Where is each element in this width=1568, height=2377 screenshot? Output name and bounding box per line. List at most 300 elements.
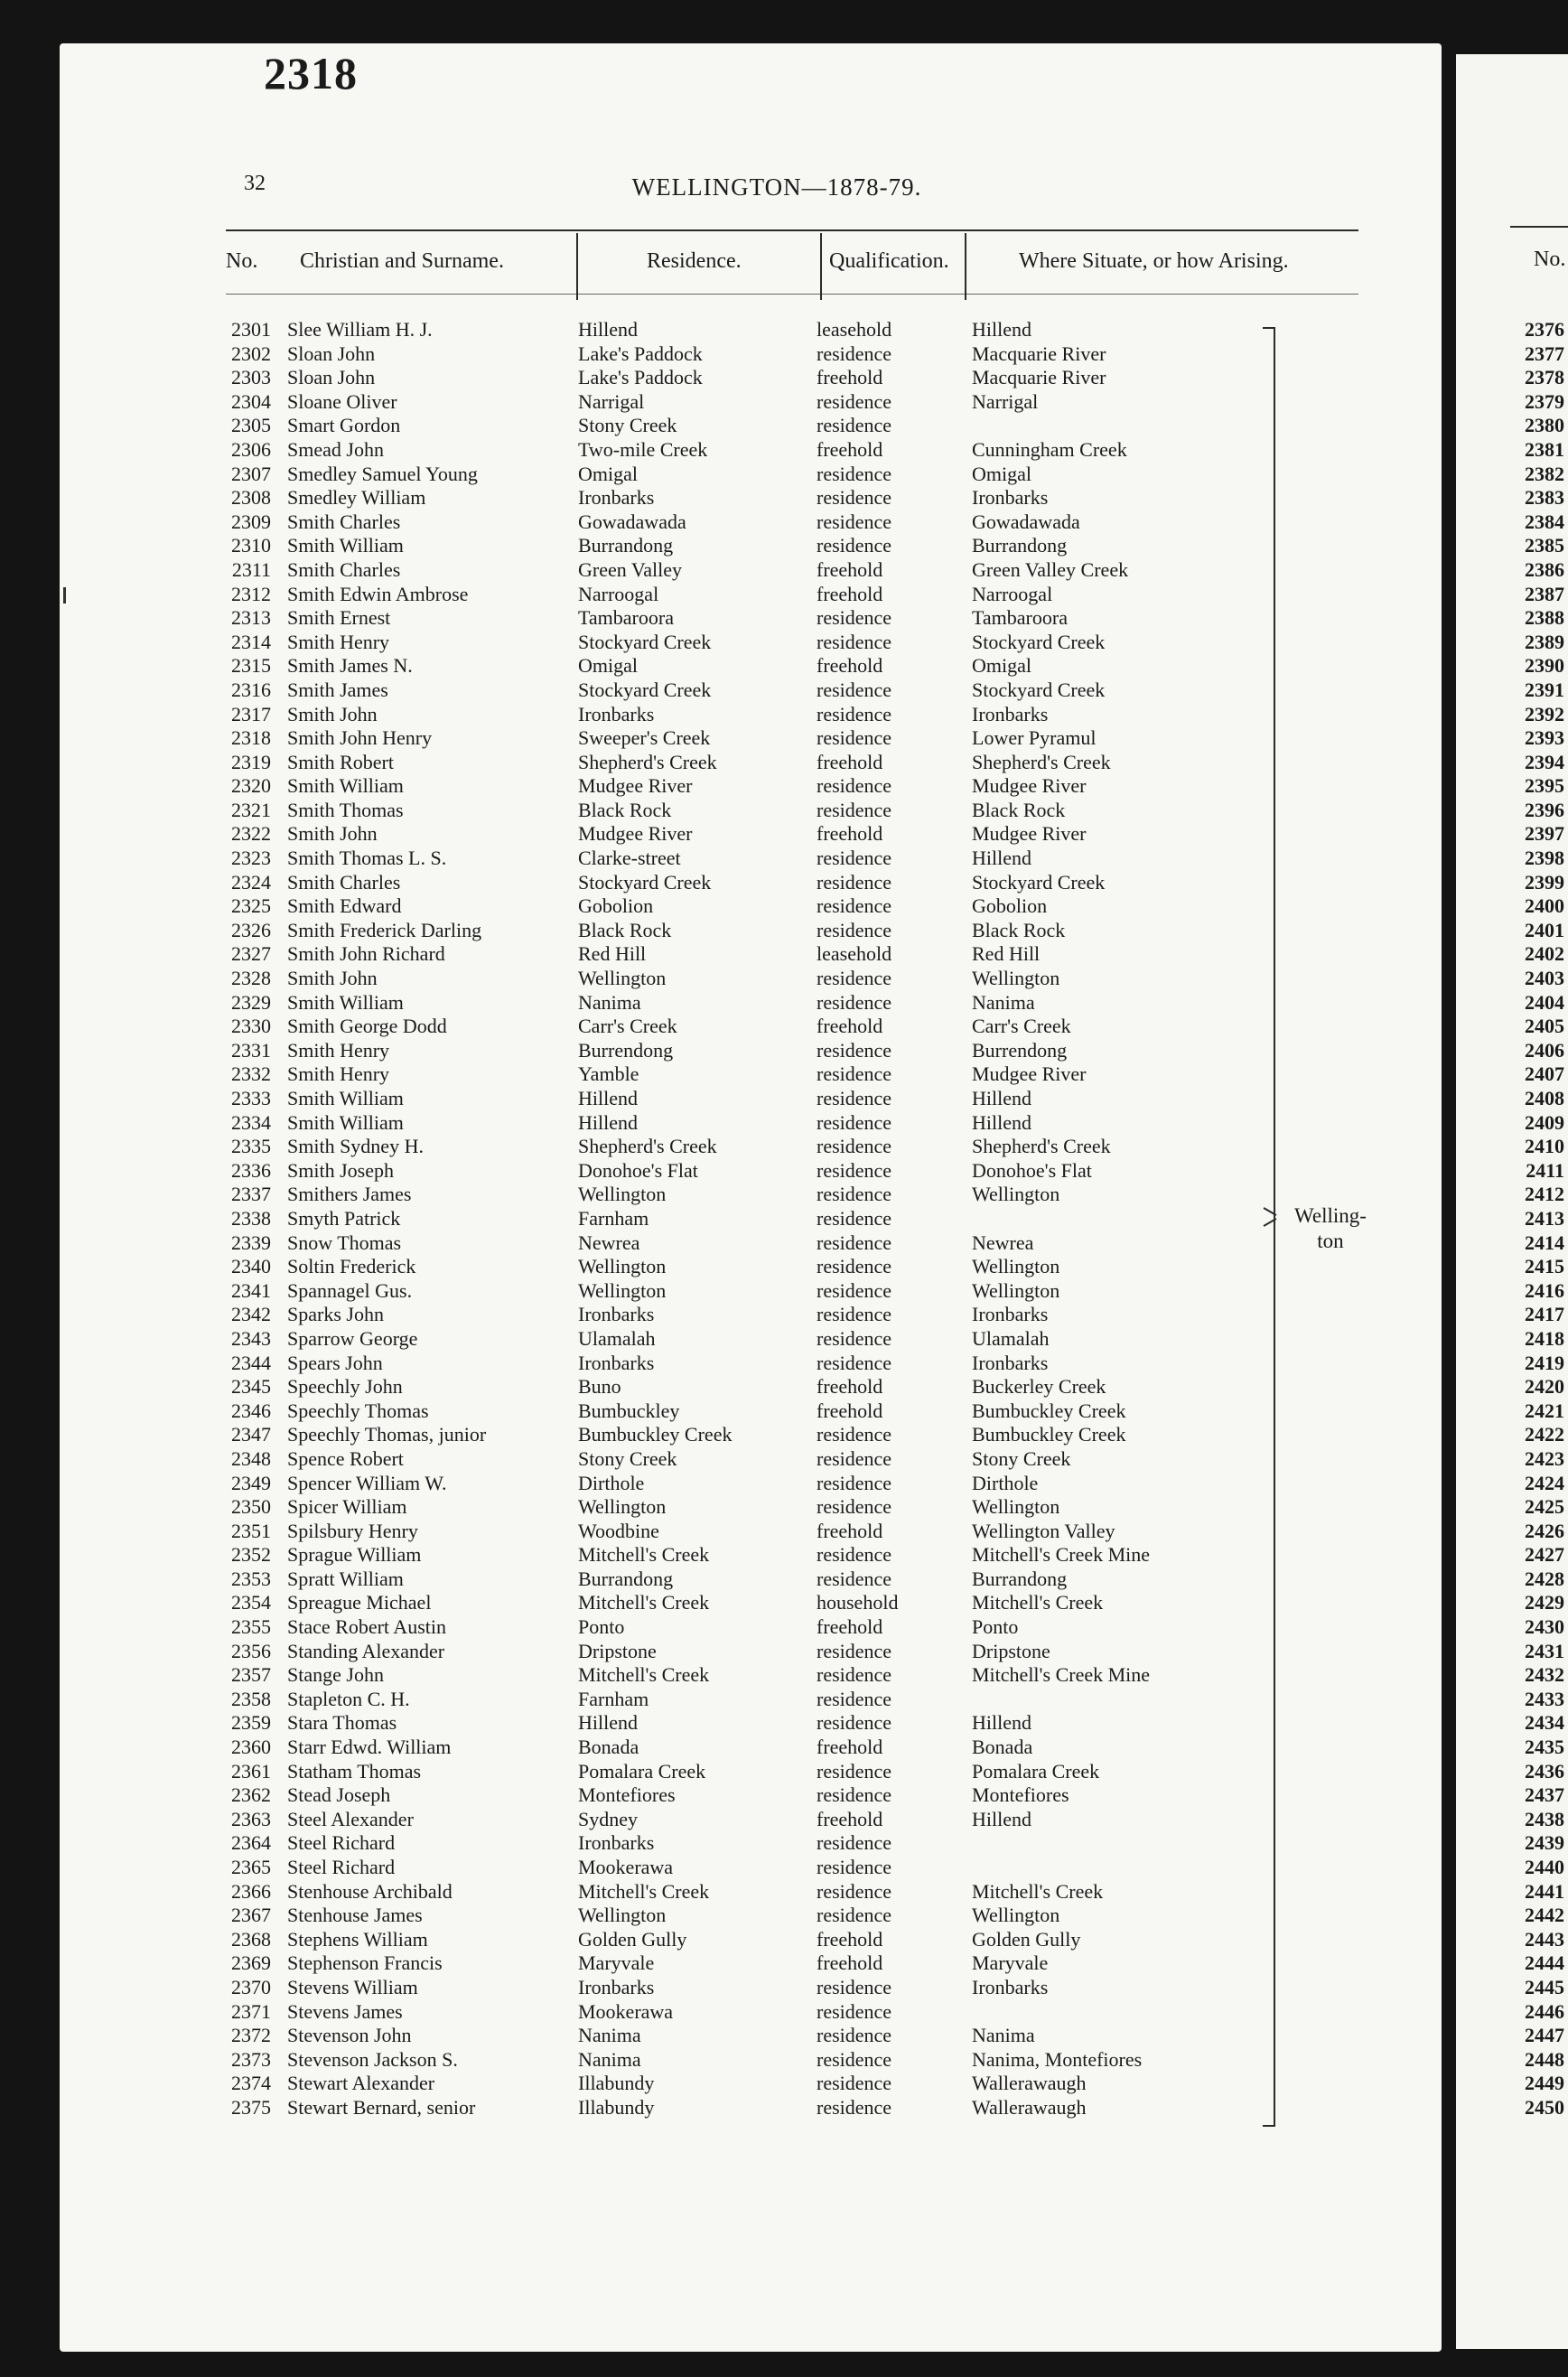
entry-name: Spreague Michael [287,1591,432,1614]
entry-where-situate: Shepherd's Creek [972,750,1111,773]
entry-where-situate: Nanima [972,990,1035,1014]
entry-name: Smith John [287,822,378,846]
entry-number: 2346 [231,1399,271,1422]
entry-number: 2328 [231,967,271,990]
entry-residence: Green Valley [578,557,683,581]
entry-name: Smith William [287,534,404,557]
entry-where-situate: Nanima [972,2024,1035,2047]
entry-residence: Ironbarks [578,1831,655,1855]
list-item [0,1039,1568,1063]
entry-where-situate: Newrea [972,1231,1034,1254]
entry-where-situate: Mudgee River [972,774,1087,798]
entry-name: Smith Henry [287,1038,390,1062]
entry-name: Sparks John [287,1303,384,1326]
column-header-name: Christian and Surname. [300,249,504,273]
entry-qualification: residence [817,1856,892,1878]
entry-residence: Ironbarks [578,486,655,510]
entry-qualification: leasehold [817,942,892,966]
adjacent-entry-number: 2402 [1525,942,1564,966]
entry-number: 2358 [231,1687,271,1710]
entry-where-situate: Hillend [972,1807,1031,1830]
entry-name: Soltin Frederick [287,1255,416,1278]
entry-name: Spencer William W. [287,1471,447,1494]
entry-name: Smith Charles [287,557,401,581]
entry-name: Stead Joseph [287,1783,391,1807]
entry-residence: Pomalara Creek [578,1759,706,1783]
entry-where-situate: Wellington [972,1278,1060,1302]
entry-residence: Sweeper's Creek [578,726,711,750]
adjacent-entry-number: 2385 [1525,534,1564,557]
entry-where-situate: Donohoe's Flat [972,1158,1092,1182]
adjacent-entry-number: 2396 [1525,798,1564,821]
adjacent-entry-number: 2434 [1525,1711,1564,1735]
entry-qualification: leasehold [817,318,892,341]
entry-number: 2320 [231,774,271,798]
entry-qualification: household [817,1591,899,1614]
entry-name: Stange John [287,1663,384,1687]
list-item [0,2000,1568,2025]
entry-residence: Hillend [578,1110,638,1134]
district-label-line-2: ton [1317,1230,1344,1252]
entry-number: 2343 [231,1326,271,1350]
entry-residence: Ironbarks [578,1975,655,1998]
entry-residence: Ironbarks [578,1351,655,1374]
entry-residence: Narrigal [578,389,645,413]
adjacent-entry-number: 2428 [1525,1567,1564,1590]
entry-qualification: residence [817,1831,892,1855]
entry-qualification: residence [817,798,892,821]
adjacent-entry-number: 2438 [1525,1807,1564,1830]
list-item [0,751,1568,775]
entry-number: 2303 [231,366,271,389]
entry-number: 2329 [231,990,271,1014]
column-divider [820,233,822,300]
entry-qualification: residence [817,1303,892,1326]
entry-residence: Clarke-street [578,847,681,870]
list-item [0,1760,1568,1784]
list-item [0,1352,1568,1376]
entry-number: 2304 [231,389,271,413]
entry-name: Stewart Bernard, senior [287,2095,476,2119]
adjacent-entry-number: 2439 [1525,1831,1564,1855]
entry-number: 2309 [231,510,271,533]
entry-number: 2371 [231,1999,271,2023]
entry-qualification: residence [817,1423,892,1446]
entry-where-situate: Wellington [972,1495,1060,1519]
entry-qualification: freehold [817,1927,883,1951]
entry-name: Stephenson Francis [287,1951,443,1975]
adjacent-entry-number: 2387 [1525,582,1564,605]
entry-qualification: freehold [817,750,883,773]
entry-name: Smith Edwin Ambrose [287,582,469,605]
entry-number: 2312 [231,582,271,605]
entry-residence: Mitchell's Creek [578,1591,710,1614]
entry-residence: Stockyard Creek [578,630,712,653]
entry-qualification: residence [817,2072,892,2095]
entry-name: Stapleton C. H. [287,1687,410,1710]
entry-residence: Wellington [578,967,667,990]
entry-residence: Ponto [578,1615,625,1639]
entry-name: Smead John [287,437,384,461]
list-item [0,631,1568,655]
entry-where-situate: Ironbarks [972,702,1049,725]
entry-name: Stace Robert Austin [287,1615,446,1639]
entry-qualification: freehold [817,557,883,581]
entry-where-situate: Narrigal [972,389,1039,413]
adjacent-entry-number: 2445 [1525,1975,1564,1998]
list-item [0,1375,1568,1399]
entry-number: 2352 [231,1543,271,1567]
entry-residence: Ulamalah [578,1326,656,1350]
entry-name: Stevenson Jackson S. [287,2047,458,2071]
list-item [0,1736,1568,1760]
adjacent-entry-number: 2408 [1525,1087,1564,1109]
entry-residence: Donohoe's Flat [578,1158,698,1182]
entry-number: 2369 [231,1951,271,1975]
list-item [0,774,1568,799]
entry-residence: Hillend [578,318,638,341]
entry-qualification: residence [817,462,892,485]
entry-name: Steel Alexander [287,1807,414,1830]
entry-number: 2308 [231,486,271,510]
entry-name: Stevens William [287,1975,418,1998]
adjacent-entry-number: 2414 [1525,1231,1564,1254]
entry-qualification: freehold [817,654,883,678]
adjacent-entry-number: 2393 [1525,726,1564,750]
entry-where-situate: Buckerley Creek [972,1375,1106,1399]
entry-where-situate: Burrandong [972,534,1068,557]
entry-residence: Mudgee River [578,822,693,846]
entry-name: Starr Edwd. William [287,1736,452,1759]
entry-name: Smith George Dodd [287,1015,447,1038]
entry-where-situate: Red Hill [972,942,1041,966]
entry-name: Sprague William [287,1543,422,1567]
entry-residence: Farnham [578,1206,649,1230]
list-item [0,342,1568,367]
entry-name: Speechly John [287,1375,403,1399]
entry-where-situate: Lower Pyramul [972,726,1097,750]
entry-name: Sloane Oliver [287,389,397,413]
list-item [0,654,1568,678]
list-item [0,967,1568,991]
entry-name: Steel Richard [287,1831,396,1855]
entry-qualification: residence [817,1879,892,1903]
entry-number: 2362 [231,1783,271,1807]
entry-qualification: residence [817,1471,892,1494]
list-item [0,318,1568,342]
list-item [0,558,1568,583]
entry-residence: Wellington [578,1183,667,1206]
entry-where-situate: Wellington [972,1183,1060,1206]
entry-qualification: residence [817,847,892,870]
entry-qualification: residence [817,2095,892,2119]
entry-number: 2330 [231,1015,271,1038]
list-item [0,1520,1568,1544]
entry-qualification: residence [817,1904,892,1927]
entry-where-situate: Ironbarks [972,1303,1049,1326]
adjacent-entry-number: 2378 [1525,366,1564,389]
entry-residence: Hillend [578,1711,638,1735]
entry-name: Smith John [287,702,378,725]
entry-residence: Shepherd's Creek [578,750,717,773]
list-item [0,1255,1568,1279]
adjacent-entry-number: 2380 [1525,414,1564,437]
entry-number: 2345 [231,1375,271,1399]
entry-where-situate: Bumbuckley Creek [972,1423,1126,1446]
adjacent-entry-number: 2430 [1525,1615,1564,1639]
entry-number: 2324 [231,870,271,894]
adjacent-entry-number: 2383 [1525,486,1564,510]
entry-number: 2354 [231,1591,271,1614]
entry-name: Stephens William [287,1927,428,1951]
list-item [0,822,1568,847]
entry-number: 2364 [231,1831,271,1855]
entry-number: 2344 [231,1351,271,1374]
adjacent-entry-number: 2400 [1525,894,1564,918]
list-item [0,991,1568,1015]
entry-number: 2372 [231,2024,271,2047]
entry-residence: Black Rock [578,918,672,941]
entry-name: Speechly Thomas, junior [287,1423,487,1446]
adjacent-entry-number: 2401 [1525,918,1564,941]
entry-qualification: residence [817,1158,892,1182]
entry-number: 2338 [231,1206,271,1230]
entry-name: Spicer William [287,1495,407,1519]
entry-number: 2375 [231,2095,271,2119]
entry-number: 2357 [231,1663,271,1687]
adjacent-entry-number: 2384 [1525,510,1564,533]
entry-residence: Buno [578,1375,621,1399]
entry-where-situate: Shepherd's Creek [972,1135,1111,1158]
entry-residence: Shepherd's Creek [578,1135,717,1158]
entry-number: 2367 [231,1904,271,1927]
entry-name: Stara Thomas [287,1711,397,1735]
entry-residence: Wellington [578,1278,667,1302]
adjacent-entry-number: 2427 [1525,1543,1564,1567]
entry-number: 2335 [231,1135,271,1158]
folio-number: 2318 [264,48,358,98]
entry-where-situate: Gowadawada [972,510,1080,533]
entry-number: 2313 [231,606,271,630]
entry-where-situate: Pomalara Creek [972,1759,1100,1783]
entry-residence: Farnham [578,1687,649,1710]
entry-number: 2307 [231,462,271,485]
entry-number: 2332 [231,1062,271,1086]
entry-residence: Two-mile Creek [578,437,708,461]
entry-where-situate: Green Valley Creek [972,557,1129,581]
entry-name: Stenhouse James [287,1904,423,1927]
entry-residence: Black Rock [578,798,672,821]
adjacent-entry-number: 2417 [1525,1303,1564,1326]
column-divider [965,233,966,300]
entry-where-situate: Nanima, Montefiores [972,2047,1143,2071]
adjacent-entry-number: 2390 [1525,654,1564,678]
entry-residence: Golden Gully [578,1927,687,1951]
adjacent-page-rule [1510,226,1568,228]
adjacent-entry-number: 2433 [1525,1687,1564,1710]
entry-number: 2323 [231,847,271,870]
list-item [0,1880,1568,1904]
entry-qualification: residence [817,1087,892,1109]
list-item [0,726,1568,751]
adjacent-entry-number: 2379 [1525,389,1564,413]
list-item [0,1062,1568,1087]
entry-qualification: residence [817,1446,892,1470]
entry-qualification: residence [817,1759,892,1783]
entry-qualification: residence [817,1975,892,1998]
entry-residence: Dirthole [578,1471,645,1494]
entry-residence: Woodbine [578,1519,659,1542]
list-item [0,1711,1568,1736]
entry-where-situate: Bonada [972,1736,1033,1759]
adjacent-entry-number: 2423 [1525,1446,1564,1470]
entry-qualification: residence [817,1543,892,1567]
list-item [0,1688,1568,1712]
list-item [0,1423,1568,1447]
entry-name: Statham Thomas [287,1759,422,1783]
entry-qualification: residence [817,1135,892,1158]
entry-where-situate: Wellington Valley [972,1519,1115,1542]
entry-qualification: residence [817,726,892,750]
entry-name: Stenhouse Archibald [287,1879,453,1903]
entry-where-situate: Golden Gully [972,1927,1081,1951]
column-header-residence: Residence. [647,249,742,273]
entry-name: Smith Frederick Darling [287,918,482,941]
entry-number: 2337 [231,1183,271,1206]
entry-residence: Lake's Paddock [578,342,703,365]
list-item [0,2024,1568,2048]
entry-name: Speechly Thomas [287,1399,429,1422]
entry-number: 2351 [231,1519,271,1542]
adjacent-entry-number: 2436 [1525,1759,1564,1783]
entry-residence: Narroogal [578,582,659,605]
adjacent-entry-number: 2413 [1525,1206,1564,1230]
entry-number: 2319 [231,750,271,773]
entry-number: 2373 [231,2047,271,2071]
entry-residence: Mitchell's Creek [578,1543,710,1567]
list-item [0,703,1568,727]
entry-qualification: residence [817,606,892,630]
entry-qualification: residence [817,2024,892,2047]
list-item [0,847,1568,871]
list-item [0,1015,1568,1039]
entry-qualification: residence [817,1183,892,1206]
adjacent-entry-number: 2399 [1525,870,1564,894]
entry-where-situate: Black Rock [972,918,1066,941]
adjacent-entry-number: 2406 [1525,1038,1564,1062]
entry-name: Smith Sydney H. [287,1135,424,1158]
list-item [0,1856,1568,1880]
entry-residence: Nanima [578,2024,641,2047]
entry-name: Smith John [287,967,378,990]
entry-residence: Burrandong [578,534,674,557]
entry-number: 2322 [231,822,271,846]
entry-name: Spence Robert [287,1446,404,1470]
entry-residence: Stockyard Creek [578,678,712,701]
entry-number: 2311 [231,557,271,581]
list-item [0,1447,1568,1472]
entry-number: 2327 [231,942,271,966]
entry-name: Smith William [287,990,404,1014]
entry-where-situate: Hillend [972,1087,1031,1109]
entry-name: Smith William [287,1110,404,1134]
entry-name: Smith Joseph [287,1158,394,1182]
header-bottom-rule [226,294,1358,295]
entry-residence: Nanima [578,2047,641,2071]
entry-residence: Stockyard Creek [578,870,712,894]
entry-name: Smedley Samuel Young [287,462,478,485]
entry-where-situate: Hillend [972,847,1031,870]
adjacent-entry-number: 2431 [1525,1639,1564,1662]
entry-qualification: freehold [817,437,883,461]
list-item [0,2048,1568,2073]
list-item [0,1495,1568,1520]
entry-qualification: residence [817,1711,892,1735]
district-label-line-1: Welling- [1294,1204,1367,1227]
entry-where-situate: Mitchell's Creek [972,1591,1104,1614]
adjacent-entry-number: 2443 [1525,1927,1564,1951]
adjacent-entry-number: 2376 [1525,318,1564,341]
adjacent-entry-number: 2403 [1525,967,1564,990]
adjacent-entry-number: 2397 [1525,822,1564,846]
entry-name: Snow Thomas [287,1231,402,1254]
entry-where-situate: Wellington [972,1904,1060,1927]
entry-name: Stewart Alexander [287,2072,435,2095]
list-item [0,1951,1568,1976]
list-item [0,871,1568,895]
entry-residence: Gobolion [578,894,654,918]
entry-qualification: residence [817,414,892,437]
entry-where-situate: Wallerawaugh [972,2095,1087,2119]
entry-name: Steel Richard [287,1856,396,1878]
adjacent-page-header: No. [1534,248,1566,271]
entry-where-situate: Macquarie River [972,366,1106,389]
entry-qualification: residence [817,894,892,918]
entry-number: 2359 [231,1711,271,1735]
entry-where-situate: Ulamalah [972,1326,1050,1350]
entry-residence: Stony Creek [578,1446,677,1470]
entry-residence: Dripstone [578,1639,657,1662]
entry-where-situate: Wellington [972,1255,1060,1278]
entry-residence: Lake's Paddock [578,366,703,389]
entry-where-situate: Dirthole [972,1471,1039,1494]
entry-residence: Mitchell's Creek [578,1663,710,1687]
entry-where-situate: Mudgee River [972,1062,1087,1086]
entry-qualification: residence [817,630,892,653]
entry-qualification: residence [817,486,892,510]
entry-number: 2365 [231,1856,271,1878]
running-title: WELLINGTON—1878-79. [631,173,922,201]
adjacent-entry-number: 2388 [1525,606,1564,630]
entry-residence: Tambaroora [578,606,674,630]
list-item [0,799,1568,823]
entry-name: Smith Ernest [287,606,391,630]
entry-qualification: freehold [817,822,883,846]
entry-residence: Mookerawa [578,1999,674,2023]
list-item [0,2096,1568,2120]
entry-name: Smith Henry [287,1062,390,1086]
column-header-qualification: Qualification. [829,249,949,273]
entry-residence: Hillend [578,1087,638,1109]
column-header-no: No. [226,249,258,273]
entry-residence: Bumbuckley [578,1399,680,1422]
entry-qualification: residence [817,1231,892,1254]
entry-name: Smithers James [287,1183,412,1206]
adjacent-entry-number: 2444 [1525,1951,1564,1975]
entry-number: 2368 [231,1927,271,1951]
entry-number: 2356 [231,1639,271,1662]
entry-where-situate: Burrandong [972,1567,1068,1590]
